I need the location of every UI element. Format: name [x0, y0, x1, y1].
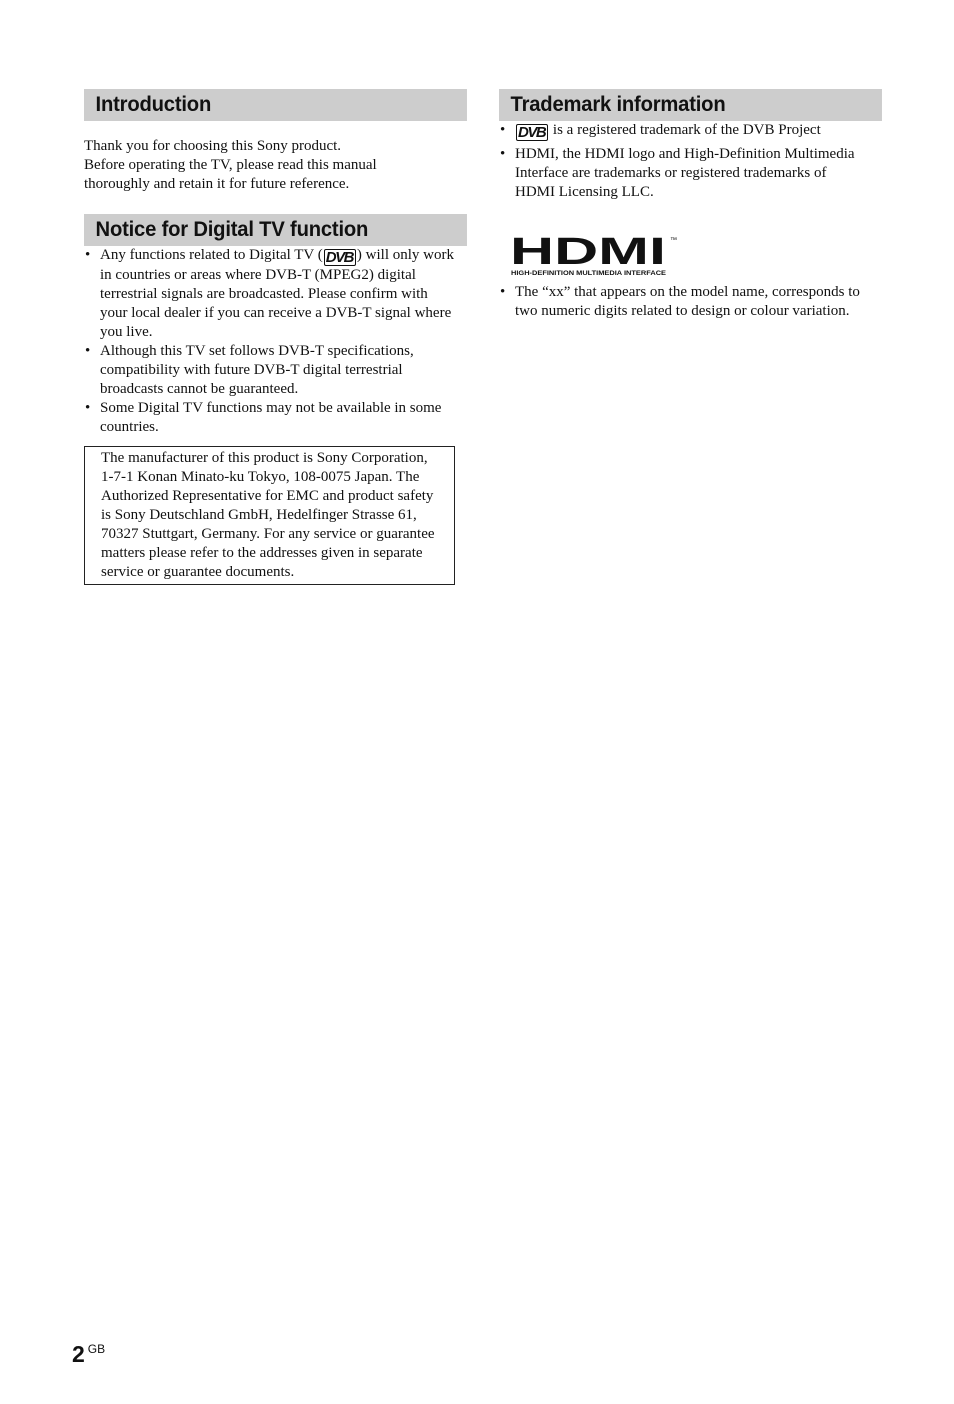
notice-bullet-compatibility: • Although this TV set follows DVB-T specifications, compatibility with future DVB-T digital terrestrial broadcasts cannot be guaranteed.: [84, 342, 455, 399]
introduction-line: Thank you for choosing this Sony product.: [84, 138, 342, 154]
introduction-line: thoroughly and retain it for future reference.: [84, 176, 350, 192]
introduction-heading: Introduction: [84, 89, 467, 121]
manufacturer-notice-box: The manufacturer of this product is Sony Corporation, 1-7-1 Konan Minato-ku Tokyo, 108-0075 Japan. The Authorized Representative for EMC and product safety is Sony Deutschland GmbH, Hedelfinger Strasse 61, 70327 Stuttgart, Germany. For any service or guarantee matters please refer to the addresses given in separate service or guarantee documents.: [84, 446, 455, 585]
hdmi-logo-icon: [510, 234, 682, 278]
introduction-text: [84, 137, 455, 194]
left-column: [84, 89, 455, 585]
introduction-line: Before operating the TV, please read this manual: [84, 157, 377, 173]
trademark-dvb-text: is a registered trademark of the DVB Project: [552, 122, 821, 138]
notice-bullet-digital-tv: [84, 246, 455, 342]
hdmi-logo-wordmark: HDMI: [510, 234, 666, 273]
hdmi-logo-tagline: HIGH-DEFINITION MULTIMEDIA INTERFACE: [511, 271, 666, 277]
page-number-value: 2: [72, 1341, 85, 1367]
notice-heading: Notice for Digital TV function: [84, 214, 467, 246]
trademark-list: [499, 121, 870, 202]
notice-list: [84, 246, 455, 437]
notice-bullet-text: ) will only work in countries or areas where DVB-T (MPEG2) digital terrestrial signals are broadcasted. Please confirm with your local dealer if you can receive a DVB-T signal where you live.: [100, 247, 454, 340]
trademark-bullet-dvb: [499, 121, 870, 141]
notice-bullet-availability: • Some Digital TV functions may not be available in some countries.: [84, 399, 455, 437]
dvb-logo-icon: DVB: [324, 249, 356, 266]
model-name-bullet: • The “xx” that appears on the model name, corresponds to two numeric digits related to design or colour variation.: [499, 283, 870, 321]
right-column: [499, 89, 870, 321]
page-number-suffix: GB: [87, 1342, 106, 1356]
hdmi-logo-tm: ™: [670, 237, 677, 244]
trademark-heading: Trademark information: [499, 89, 882, 121]
dvb-logo-icon: DVB: [516, 124, 548, 141]
notice-bullet-text: Any functions related to Digital TV (: [100, 247, 323, 263]
trademark-bullet-hdmi: • HDMI, the HDMI logo and High-Definition Multimedia Interface are trademarks or registered trademarks of HDMI Licensing LLC.: [499, 145, 870, 202]
model-name-list: [499, 283, 870, 321]
page-number: [72, 1341, 105, 1368]
